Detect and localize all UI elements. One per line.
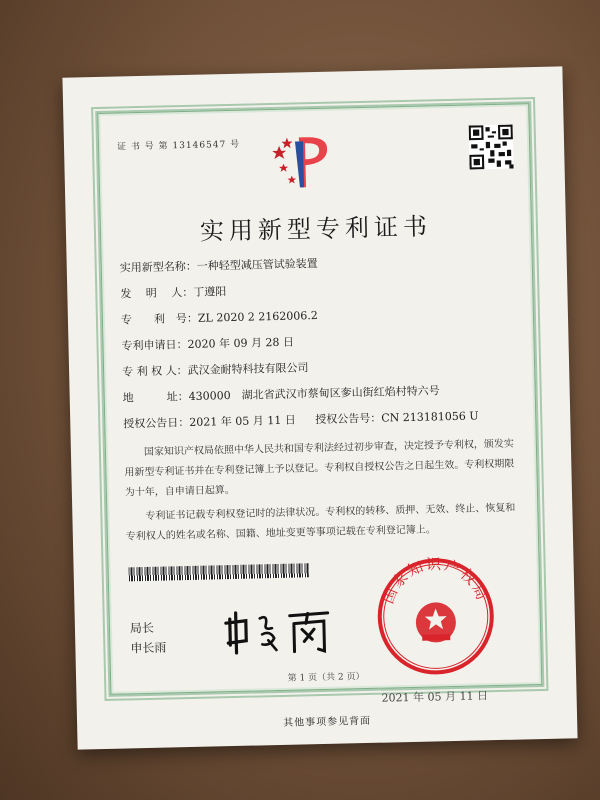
seal-date: 2021 年 05 月 11 日: [381, 689, 489, 705]
director-signature-icon: [219, 599, 340, 662]
barcode-icon: [129, 563, 309, 581]
field-label: 授权公告号：: [315, 411, 382, 427]
director-name: 申长雨: [130, 640, 167, 656]
svg-text:国家知识产权局: [378, 555, 492, 606]
certificate-title: 实用新型专利证书: [199, 212, 433, 246]
certificate-number: 证 书 号 第 13146547 号: [116, 139, 241, 153]
director-title: 局长: [129, 620, 155, 636]
field-value: 丁遵阳: [193, 285, 227, 299]
field-label: 实用新型名称：: [119, 259, 197, 275]
back-note: 其他事项参见背面: [283, 715, 372, 729]
field-value: 2020 年 09 月 28 日: [187, 335, 295, 351]
certificate-notes: [124, 434, 522, 551]
field-application-date: [121, 334, 294, 354]
field-label: 地 址：: [122, 389, 189, 405]
field-value: 武汉金耐特科技有限公司: [187, 361, 309, 377]
certificate-inner-border: [97, 103, 542, 705]
field-address: [123, 382, 440, 405]
cnipa-logo-icon: [269, 131, 340, 191]
field-label: 发 明 人：: [120, 285, 194, 301]
field-label: 专利申请日：: [121, 337, 188, 353]
field-value: 2021 年 05 月 11 日: [189, 413, 296, 429]
field-value: 一种轻型减压管试验装置: [196, 257, 318, 273]
field-utility-model-name: [120, 255, 318, 275]
field-label: 专 利 权 人：: [121, 363, 188, 379]
field-inventor: [120, 283, 226, 301]
field-label: 专 利 号：: [120, 311, 199, 327]
field-patent-number: [121, 307, 318, 327]
field-value: ZL 2020 2 2162006.2: [197, 309, 318, 325]
certificate-frame: [91, 97, 548, 705]
certificate-paper: [62, 66, 577, 749]
field-patentee: [122, 359, 309, 379]
field-publication-number: [315, 407, 479, 427]
field-value: CN 213181056 U: [381, 409, 479, 425]
official-seal-icon: [374, 555, 497, 678]
note-paragraph: 专利证书记载专利权登记时的法律状况。专利权的转移、质押、无效、终止、恢复和专利权人的姓名或名称、国籍、地址变更等事项记载在专利登记簿上。: [125, 502, 516, 543]
page-number: 第 1 页（共 2 页）: [287, 672, 365, 684]
field-value: 430000 湖北省武汉市蔡甸区奓山街红焰村特六号: [188, 384, 440, 403]
field-grant-date: [123, 412, 296, 432]
qr-code-icon: [469, 125, 514, 170]
field-label: 授权公告日：: [123, 415, 190, 431]
seal-text: 国家知识产权局: [378, 555, 492, 607]
note-paragraph: 国家知识产权局依照中华人民共和国专利法经过初步审查，决定授予专利权，颁发实用新型专利证书并在专利登记簿上予以登记。专利权自授权公告之日起生效。专利权期限为十年，自申请日起算。: [124, 438, 515, 499]
